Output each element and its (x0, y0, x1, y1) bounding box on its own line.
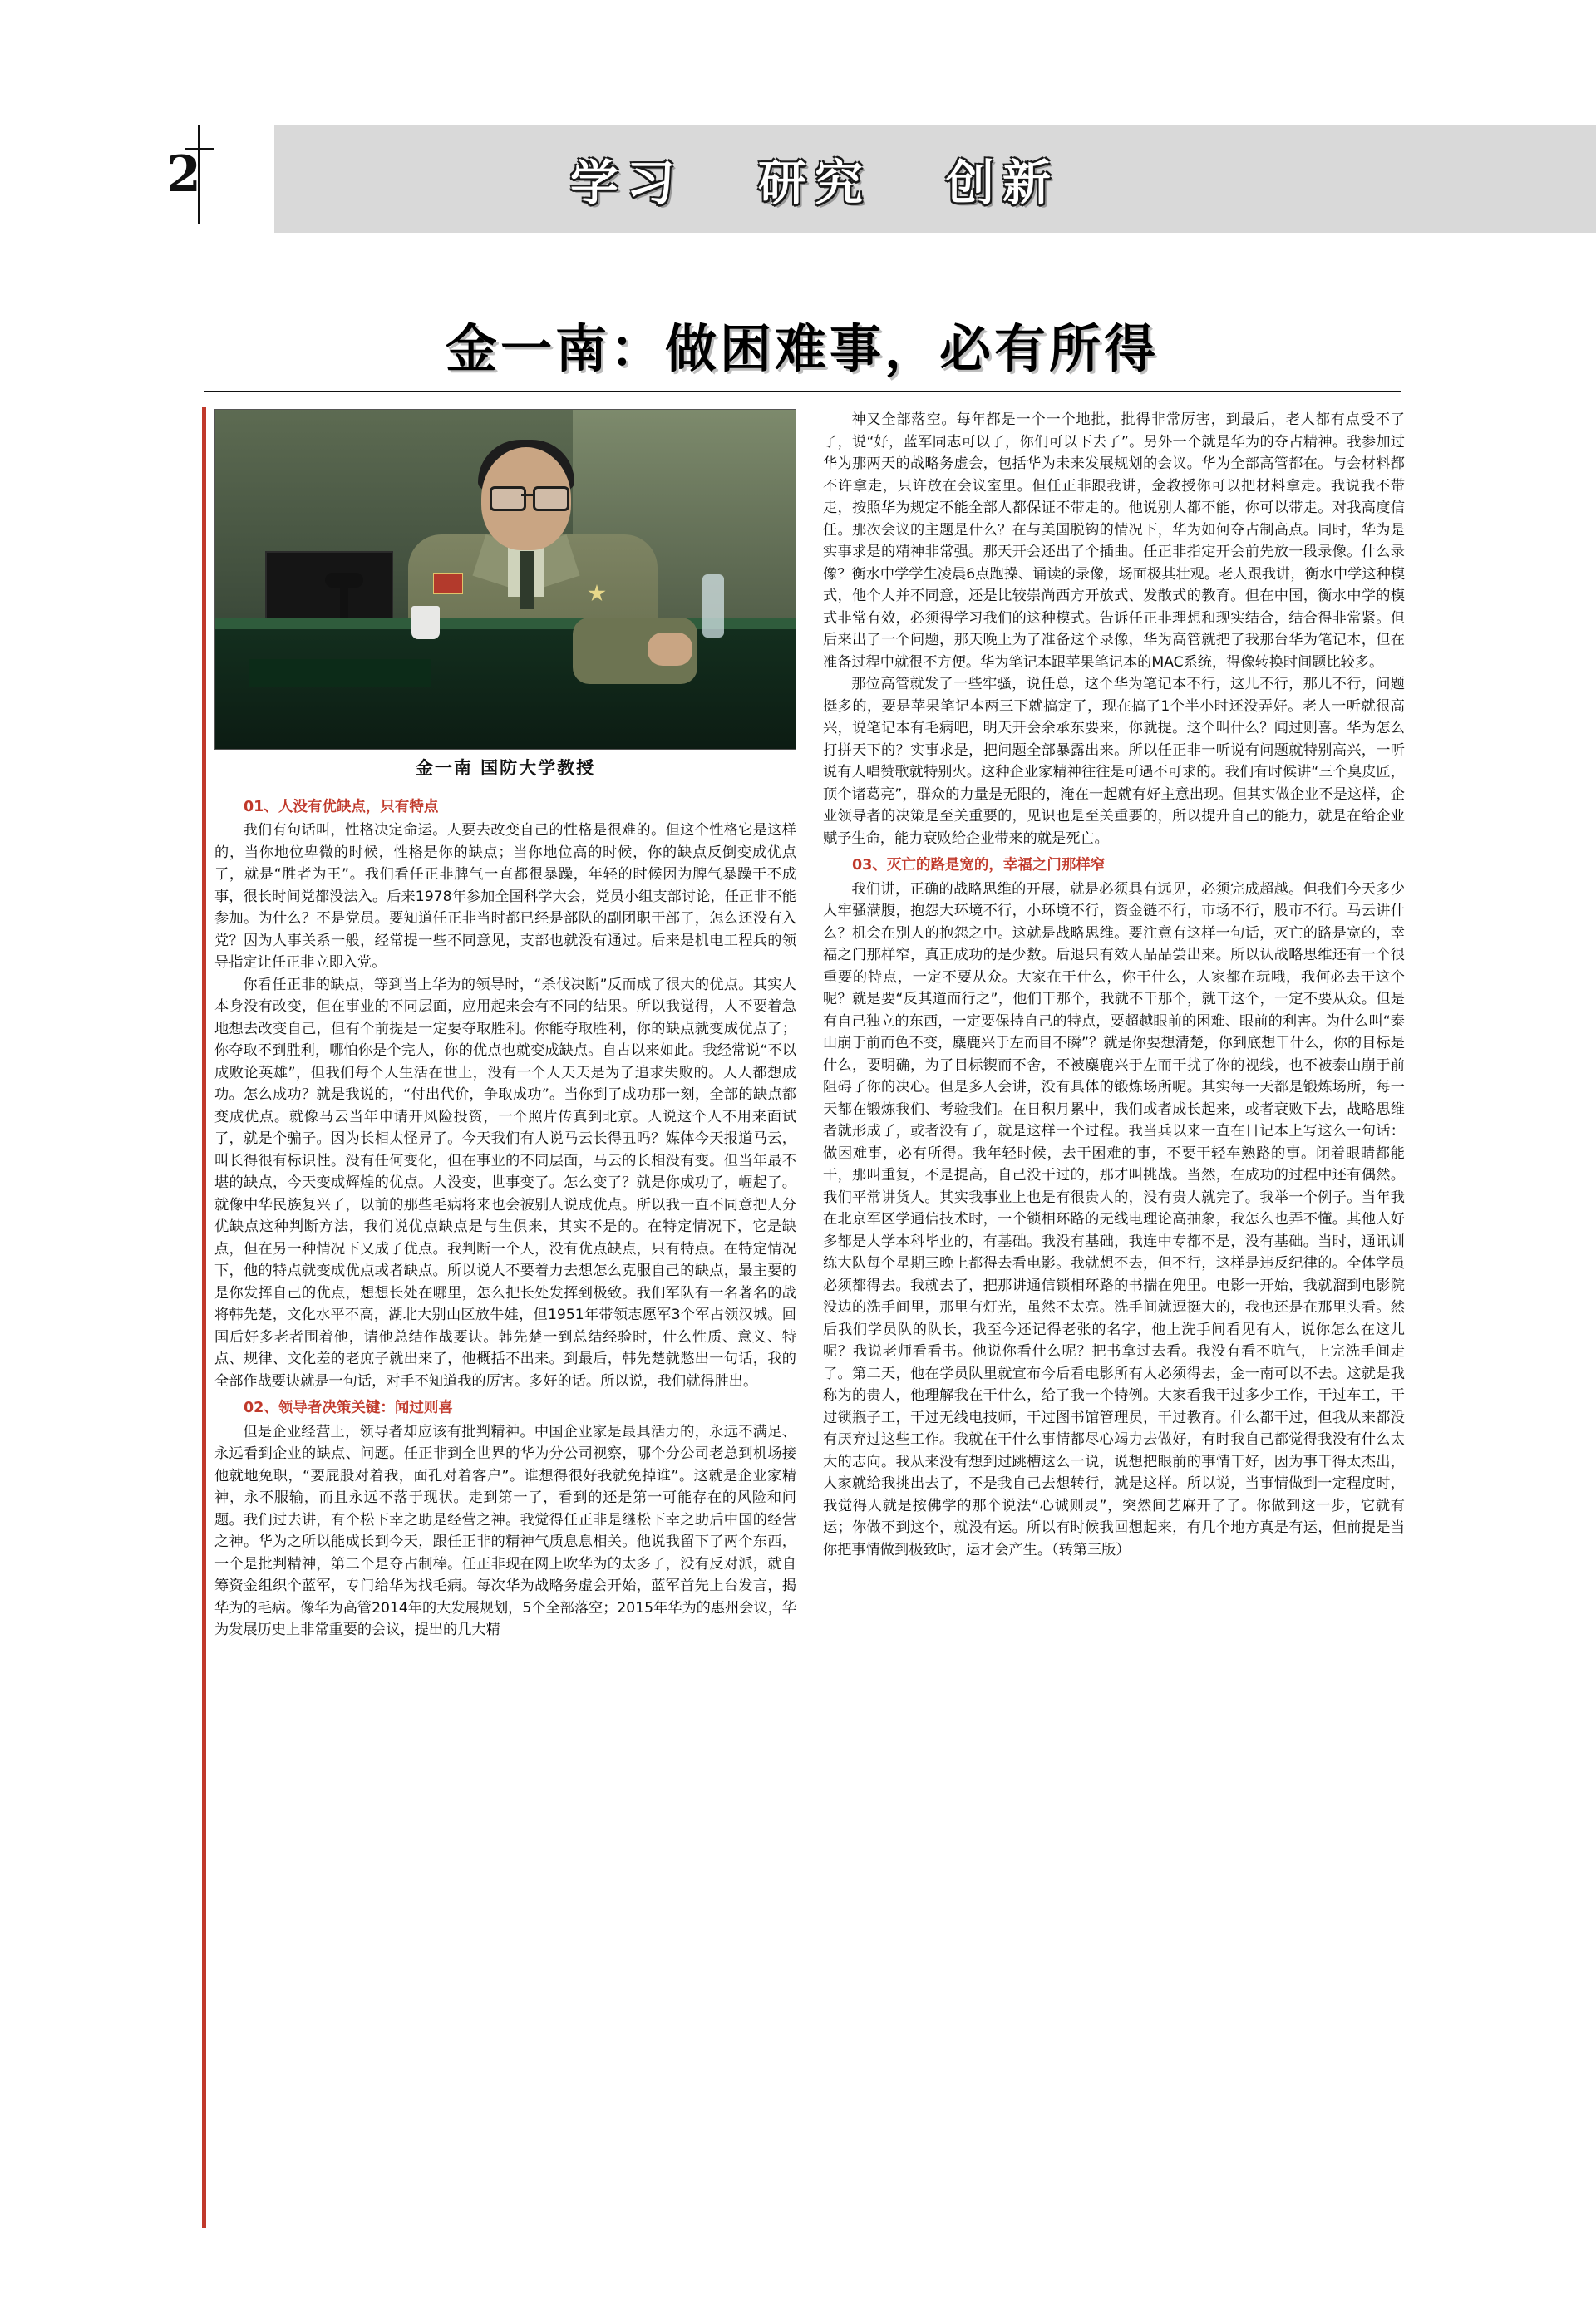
paragraph-continued-2: 那位高管就发了一些牢骚，说任总，这个华为笔记本不行，这儿不行，那儿不行，问题挺多的，要是苹果笔记本两三下就搞定了，现在搞了1个半小时还没弄好。老人一听就很高兴，说笔记本有毛病吧，明天开会余承东要来，你就提。这个叫什么？闻过则喜。华为怎么打拼天下的？实事求是，把问题全部暴露出来。所以任正非一听说有问题就特别高兴，一听说有人唱赞歌就特别火。这种企业家精神往往是可遇不可求的。我们有时候讲“三个臭皮匠，顶个诸葛亮”，群众的力量是无限的，淹在一起就有好主意出现。但其实做企业不是这样，企业领导者的决策是至关重要的，见识也是至关重要的，所以提升自己的能力，就是在给企业赋予生命，能力衰败给企业带来的就是死亡。 (823, 676, 1405, 847)
section-heading-02: 02、领导者决策关键：闻过则喜 (244, 1400, 453, 1416)
article-headline: 金一南：做困难事，必有所得 (445, 318, 1159, 379)
section-heading-01: 01、人没有优缺点，只有特点 (244, 798, 439, 815)
left-accent-bar (202, 407, 206, 2228)
headline-divider (204, 391, 1401, 392)
photo-chest-badge (433, 573, 463, 594)
paragraph-03-1: 我们讲，正确的战略思维的开展，就是必须具有远见，必须完成超越。但我们今天多少人牢骚满腹，抱怨大环境不行，小环境不行，资金链不行，市场不行，股市不行。马云讲什么？机会在别人的抱怨之中。这就是战略思维。要注意有这样一句话，灭亡的路是宽的，幸福之门那样窄，真正成功的是少数。后退只有效人品品尝出来。所以认战略思维还有一个很重要的特点，一定不要从众。大家在干什么，你干什么，人家都在玩哦，我何必去干这个呢？就是要“反其道而行之”，他们干那个，我就不干那个，就干这个，一定不要从众。但是有自己独立的东西，一定要保持自己的特点，要超越眼前的困难、眼前的利害。为什么叫“泰山崩于前而色不变，麋鹿兴于左而目不瞬”？就是你要想清楚，你到底想干什么，你的目标是什么，要明确，为了目标锲而不舍，不被麋鹿兴于左而干扰了你的视线，也不被泰山崩于前阻碍了你的决心。但是多人会讲，没有具体的锻炼场所呢。其实每一天都是锻炼场所，每一天都在锻炼我们、考验我们。在日积月累中，我们或者成长起来，或者衰败下去，战略思维者就形成了，或者没有了，就是这样一个过程。我当兵以来一直在日记本上写这么一句话：做困难事，必有所得。我年轻时候，去干困难的事，不要干轻车熟路的事。闭着眼睛都能干，那叫重复，不是提高，自己没干过的，那才叫挑战。当然，在成功的过程中还有偶然。我们平常讲货人。其实我事业上也是有很贵人的，没有贵人就完了。我举一个例子。当年我在北京军区学通信技术时，一个锁相环路的无线电理论高抽象，我怎么也弄不懂。其他人好多都是大学本科毕业的，有基础。我没有基础，我连中专都不是，没有基础。当时，通讯训练大队每个星期三晚上都得去看电影。我就想不去，但不行，这样是违反纪律的。全体学员必须都得去。我就去了，把那讲通信锁相环路的书揣在兜里。电影一开始，我就溜到电影院没边的洗手间里，那里有灯光，虽然不太亮。洗手间就逗挺大的，我也还是在那里头看。然后我们学员队的队长，我至今还记得老张的名字，他上洗手间看见有人，说你怎么在这儿呢？我说老师看看书。他说你看什么呢？把书拿过去看。我没有看不吭气，上完洗手间走了。第二天，他在学员队里就宣布今后看电影所有人必须得去，金一南可以不去。这就是我称为的贵人，他理解我在干什么，给了我一个特例。大家看我干过多少工作，干过车工，干过锁瓶子工，干过无线电技师，干过图书馆管理员，干过教育。什么都干过，但我从来都没有厌弃过这些工作。我就在干什么事情都尽心竭力去做好，有时我自己都觉得我没有什么太大的志向。我从来没有想到过跳槽这么一说，说想把眼前的事情干好，因为事干得太杰出，人家就给我挑出去了，不是我自己去想转行，就是这样。所以说，当事情做到一定程度时，我觉得人就是按佛学的那个说法“心诚则灵”，突然间艺麻开了了。你做到这一步，它就有运；你做不到这个，就没有运。所以有时候我回想起来，有几个地方真是有运，但前提是当你把事情做到极致时，运才会产生。（转第三版） (823, 880, 1405, 1558)
paragraph-continued-1: 神又全部落空。每年都是一个一个地批，批得非常厉害，到最后，老人都有点受不了了，说“好，蓝军同志可以了，你们可以下去了”。另外一个就是华为的夺占精神。我参加过华为那两天的战略务虚会，包括华为未来发展规划的会议。华为全部高管都在。与会材料都不许拿走，只许放在会议室里。但任正非跟我讲，金教授你可以把材料拿走。我说我不带走，按照华为规定不能全部人都保证不带走的。他说别人都不能，你可以带走。对我高度信任。那次会议的主题是什么？在与美国脱钩的情况下，华为如何夺占制高点。同时，华为是实事求是的精神非常强。那天开会还出了个插曲。任正非指定开会前先放一段录像。什么录像？衡水中学学生凌晨6点跑操、诵读的录像，场面极其壮观。老人跟我讲，衡水中学这种模式，他个人并不同意，还是比较崇尚西方开放式、发散式的教育。但在中国，衡水中学的模式非常有效，必须得学习我们的这种模式。告诉任正非理想和现实结合，结合得非常紧。但后来出了一个问题，那天晚上为了准备这个录像，华为高管就把了我那台华为笔记本，但在准备过程中就很不方便。华为笔记本跟苹果笔记本的MAC系统，得像转换时间题比较多。 (823, 411, 1405, 671)
photo-bottle (702, 574, 724, 638)
article-photo-block (214, 409, 796, 786)
paragraph-02-1: 但是企业经营上，领导者却应该有批判精神。中国企业家是最具活力的，永远不满足、永远看到企业的缺点、问题。任正非到全世界的华为分公司视察，哪个分公司老总到机场接他就地免职，“要屁股对着我，面孔对着客户”。谁想得很好我就免掉谁”。这就是企业家精神，永不服输，而且永远不落于现状。走到第一了，看到的还是第一可能存在的风险和问题。我们过去讲，有个松下幸之助是经营之神。我觉得任正非是继松下幸之助后中国的经营之神。华为之所以能成长到今天，跟任正非的精神气质息息相关。他说我留下了两个东西，一个是批判精神，第二个是夺占制棒。任正非现在网上吹华为的太多了，没有反对派，就自筹资金组织个蓝军，专门给华为找毛病。每次华为战略务虚会开始，蓝军首先上台发言，揭华为的毛病。像华为高管2014年的大发展规划，5个全部落空；2015年华为的惠州会议，华为发展历史上非常重要的会议，提出的几大精 (214, 1423, 796, 1638)
photo-glasses-bridge (521, 494, 533, 496)
photo-cup (411, 606, 440, 639)
photo-nameplate (249, 659, 431, 687)
masthead-word-research: 研究 (757, 155, 871, 211)
masthead (0, 0, 1596, 249)
photo-tie (520, 551, 534, 609)
article-photo (214, 409, 796, 750)
photo-caption: 金一南 国防大学教授 (415, 758, 596, 778)
masthead-word-study: 学习 (569, 155, 683, 211)
left-column (214, 409, 796, 1642)
right-column (823, 409, 1405, 1561)
section-heading-03: 03、灭亡的路是宽的，幸福之门那样窄 (852, 857, 1106, 874)
photo-glasses-right (533, 486, 569, 511)
paragraph-01-1: 我们有句话叫，性格决定命运。人要去改变自己的性格是很难的。但这个性格它是这样的，当你地位卑微的时候，性格是你的缺点；当你地位高的时候，你的缺点反倒变成优点了，就是“胜者为王”。我们看任正非脾气一直都很暴躁，年轻的时候因为脾气暴躁干不成事，很长时间党都没法入。后来1978年参加全国科学大会，党员小组支部讨论，任正非不能参加。为什么？不是党员。要知道任正非当时都已经是部队的副团职干部了，怎么还没有入党？因为人事关系一般，经常提一些不同意见，支部也就没有通过。后来是机电工程兵的领导指定让任正非立即入党。 (214, 822, 796, 971)
masthead-words (274, 125, 1355, 233)
page-number: 2 (166, 145, 201, 204)
masthead-word-innovation: 创新 (946, 155, 1060, 211)
photo-glasses-left (490, 486, 526, 511)
photo-hand (648, 633, 692, 666)
paragraph-01-2: 你看任正非的缺点，等到当上华为的领导时，“杀伐决断”反而成了很大的优点。其实人本身没有改变，但在事业的不同层面，应用起来会有不同的结果。所以我觉得，人不要着急地想去改变自己，但有个前提是一定要夺取胜利。你能夺取胜利，你的缺点就变成优点了；你夺取不到胜利，哪怕你是个完人，你的优点也就变成缺点。自古以来如此。我经常说“不以成败论英雄”，但我们每个人生活在世上，没有一个人天天是为了追求失败的。人人都想成功。怎么成功？就是我说的，“付出代价，争取成功”。当你到了成功那一刻，全部的缺点都变成优点。就像马云当年申请开风险投资，一个照片传真到北京。人说这个人不用来面试了，就是个骗子。因为长相太怪异了。今天我们有人说马云长得丑吗？媒体今天报道马云，叫长得很有标识性。没有任何变化，但在事业的不同层面，马云的长相没有变。但当年最不堪的缺点，今天变成辉煌的优点。人没变，世事变了。怎么变了？就是你成功了，崛起了。就像中华民族复兴了，以前的那些毛病将来也会被别人说成优点。所以我一直不同意把人分优缺点这种判断方法，我们说优点缺点是与生俱来，其实不是的。在特定情况下，它是缺点，但在另一种情况下又成了优点。我判断一个人，没有优点缺点，只有特点。在特定情况下，他的特点就变成优点或者缺点。所以说人不要着力去想怎么克服自己的缺点，最主要的是你发挥自己的优点，想想长处在哪里，怎么把长处发挥到极致。我们军队有一名著名的战将韩先楚，文化水平不高，湖北大别山区放牛娃，但1951年带领志愿军3个军占领汉城。回国后好多老者围着他，请他总结作战要诀。韩先楚一到总结经验时，什么性质、意义、特点、规律、文化差的老庶子就出来了，他概括不出来。到最后，韩先楚就憋出一句话，我的全部作战要诀就是一句话，对手不知道我的厉害。多好的话。所以说，我们就得胜出。 (214, 976, 796, 1390)
